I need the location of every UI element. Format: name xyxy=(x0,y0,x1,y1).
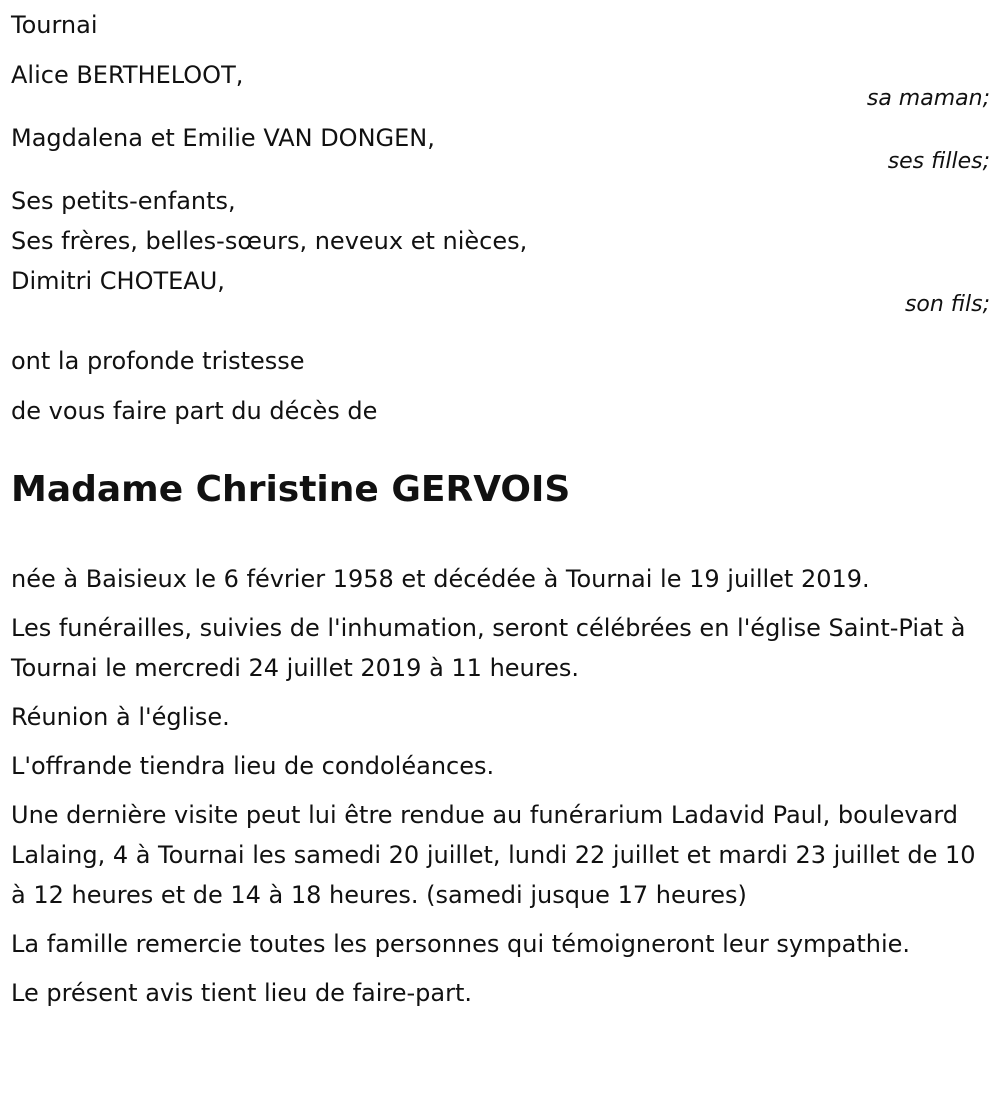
intro-line: ont la profonde tristesse xyxy=(11,347,305,375)
location: Tournai xyxy=(11,11,98,39)
family-member-relation: son fils; xyxy=(904,292,990,317)
paragraph: Le présent avis tient lieu de faire-part. xyxy=(11,979,473,1007)
family-line: Ses petits-enfants, xyxy=(11,187,236,215)
intro-line: de vous faire part du décès de xyxy=(11,397,378,425)
paragraph: née à Baisieux le 6 février 1958 et décédée à Tournai le 19 juillet 2019. xyxy=(11,565,870,593)
family-member-name: Magdalena et Emilie VAN DONGEN, xyxy=(11,124,435,152)
deceased-name: Madame Christine GERVOIS xyxy=(11,469,571,510)
family-member-name: Alice BERTHELOOT, xyxy=(11,61,244,89)
paragraph: La famille remercie toutes les personnes qui témoigneront leur sympathie. xyxy=(11,930,911,958)
family-member-relation: sa maman; xyxy=(866,86,990,111)
paragraph: Réunion à l'église. xyxy=(11,703,230,731)
family-line: Dimitri CHOTEAU, xyxy=(11,267,225,295)
paragraph: Les funérailles, suivies de l'inhumation, seront célébrées en l'église Saint-Piat à Tournai le mercredi 24 juillet 2019 à 11 heures. xyxy=(11,614,966,682)
notice-body xyxy=(11,559,986,1013)
family-member-relation: ses filles; xyxy=(887,149,990,174)
family-line: Ses frères, belles-sœurs, neveux et nièces, xyxy=(11,227,528,255)
paragraph: L'offrande tiendra lieu de condoléances. xyxy=(11,752,495,780)
paragraph: Une dernière visite peut lui être rendue au funérarium Ladavid Paul, boulevard Lalaing, 4 à Tournai les samedi 20 juillet, lundi 22 juillet et mardi 23 juillet de 10 à 12 heures et de 14 à 18 heures. (samedi jusque 17 heures) xyxy=(11,801,976,909)
